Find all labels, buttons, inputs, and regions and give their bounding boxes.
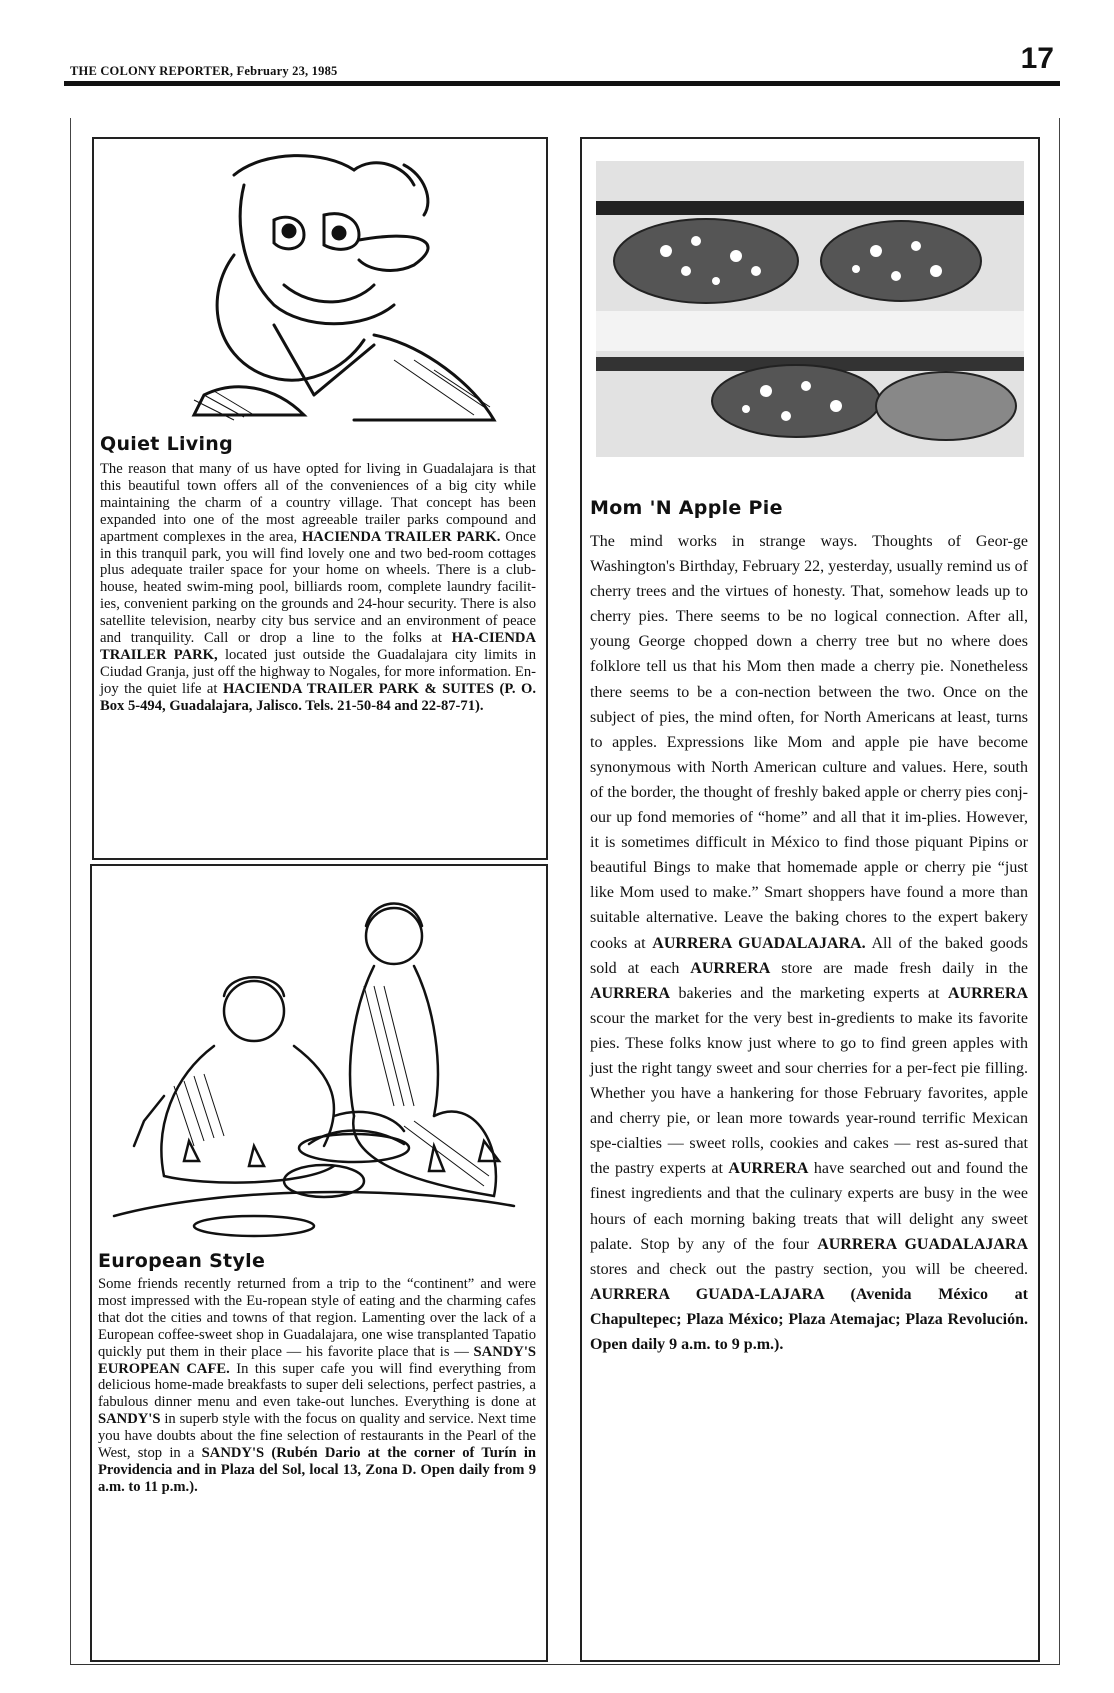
european-style-text-2: In this super cafe you will find everything from delicious home-made breakfasts to super deli selections, perfect pastries, a fabulous dinner menu and even take-out lunches. Everything is done at xyxy=(98,1360,537,1411)
apple-pie-body xyxy=(590,529,1028,1357)
quiet-living-body xyxy=(100,461,536,715)
european-style-bold-1: SANDY'S EUROPEAN CAFE. xyxy=(98,1343,536,1377)
european-style-headline: European Style xyxy=(98,1250,266,1272)
apple-pie-bold-3: AURRERA xyxy=(590,984,670,1002)
dining-couple-icon xyxy=(104,886,524,1246)
quiet-living-text-1: The reason that many of us have opted for living in Guadalajara is that this beautiful town offers all of the conveniences of a big city while maintaining the charm of a country village. That concept has been expanded into one of the most agreeable trailer parks compound and apartment complexes in the area, xyxy=(100,461,536,545)
apple-pie-text-6: have searched out and found the finest ingredients and that the culinary experts are busy in the wee hours of each morning baking treats that will delight any sweet palate. Stop by any of the four xyxy=(590,1160,1028,1253)
apple-pie-text-7: stores and check out the pastry section, you will be cheered. xyxy=(590,1260,1028,1278)
apple-pie-bold-7: AURRERA GUADA-LAJARA (Avenida México at Chapultepec; Plaza México; Plaza Atemajac; Plaza Revolución. Open daily 9 a.m. to 9 p.m.). xyxy=(590,1285,1028,1353)
quiet-living-text-3: located just outside the Guadalajara city limits in Ciudad Granja, just off the highway to Nogales, for more information. En-joy the quiet life at xyxy=(100,646,536,697)
quiet-living-text-2: Once in this tranquil park, you will find lovely one and two bed-room cottages plus adequate trailer space for your home on wheels. There is a club-house, heated swim-ming pool, billiards room, complete laundry facilit-ies, convenient parking on the grounds and 24-hour security. There is also satellite television, nearby city bus service and an environment of peace and tranquility. Call or drop a line to the folks at xyxy=(100,528,536,647)
quiet-living-article xyxy=(92,137,548,860)
quiet-living-bold-1: HACIENDA TRAILER PARK. xyxy=(301,528,501,545)
european-style-article xyxy=(90,864,548,1662)
apple-pie-headline: Mom 'N Apple Pie xyxy=(590,497,783,519)
european-style-bold-2: SANDY'S xyxy=(98,1411,161,1428)
apple-pie-text-2: All of the baked goods sold at each xyxy=(590,934,1029,977)
cartoon-man-icon xyxy=(174,145,504,427)
apple-pie-text-1: The mind works in strange ways. Thoughts of Geor-ge Washington's Birthday, February 22, yesterday, usually remind us of cherry trees and the virtues of honesty. That, somehow leads up to cherry pies. There seems to be no logical connection. After all, young George chopped down a cherry tree but no where does folklore tell us that his Mom then made a cherry pie. Nonetheless there seems to be a con-nection between the two. Once on the subject of pies, the mind often, for North Americans at least, turns to apples. Expressions like Mom and apple pie have become synonymous with North American culture and values. Here, south of the border, the thought of freshly baked apple or cherry pies conj-our up fond memories of “home” and all that it im-plies. However, it is sometimes difficult in México to find those piquant Pipins or beautiful Bings to make that homemade apple or cherry pie “just like Mom used to make.” Smart shoppers have found a more than suitable alternative. Leave the baking chores to the expert bakery cooks at xyxy=(590,533,1028,952)
apple-pie-bold-5: AURRERA xyxy=(728,1160,809,1178)
apple-pie-text-5: scour the market for the very best in-gredients to make its favorite pies. These folks know just where to go to find green apples with just the right tangy sweet and sour cherries for a per-fect pie filling. Whether you have a hankering for those February favorites, apple and cherry pie, or lean more towards year-round terrific Mexican spe-cialties — sweet rolls, cookies and cakes — rest as-sured that the pastry experts at xyxy=(590,1009,1028,1178)
european-style-body xyxy=(98,1276,536,1496)
quiet-living-headline: Quiet Living xyxy=(100,433,234,455)
european-style-text-1: Some friends recently returned from a trip to the “continent” and were most impressed with the Eu-ropean style of eating and the charming cafes that dot the cities and towns of that region. Lamenting over the lack of a European coffee-sweet shop in Guadalajara, one wise transplanted Tapatio quickly put them in their place — his favorite place that is — xyxy=(98,1276,536,1360)
quiet-living-bold-2: HA-CIENDA TRAILER PARK, xyxy=(100,630,536,663)
apple-pie-bold-4: AURRERA xyxy=(948,984,1028,1002)
apple-pie-text-4: bakeries and the marketing experts at xyxy=(670,984,948,1002)
page-number: 17 xyxy=(1020,42,1054,75)
apple-pie-bold-6: AURRERA GUADALAJARA xyxy=(817,1235,1029,1253)
quiet-living-bold-3: HACIENDA TRAILER PARK & SUITES (P. O. Box 5-494, Guadalajara, Jalisco. Tels. 21-50-84 and 22-87-71). xyxy=(100,680,536,714)
apple-pie-bold-1: AURRERA GUADALAJARA. xyxy=(652,934,866,952)
european-style-text-3: in superb style with the focus on quality and service. Next time you have doubts about the fine selection of restaurants in the Pearl of the West, stop in a xyxy=(98,1411,536,1462)
apple-pie-text-3: store are made fresh daily in the xyxy=(770,959,1028,977)
newspaper-dateline: THE COLONY REPORTER, February 23, 1985 xyxy=(70,64,338,78)
apple-pie-bold-2: AURRERA xyxy=(690,959,771,977)
european-style-bold-3: SANDY'S (Rubén Dario at the corner of Turín in Providencia and in Plaza del Sol, local 13, Zona D. Open daily from 9 a.m. to 11 p.m.). xyxy=(98,1445,536,1495)
masthead-rule xyxy=(64,81,1060,86)
masthead xyxy=(64,40,1060,84)
apple-pie-article xyxy=(580,137,1040,1662)
pies-photo-icon xyxy=(596,161,1024,457)
